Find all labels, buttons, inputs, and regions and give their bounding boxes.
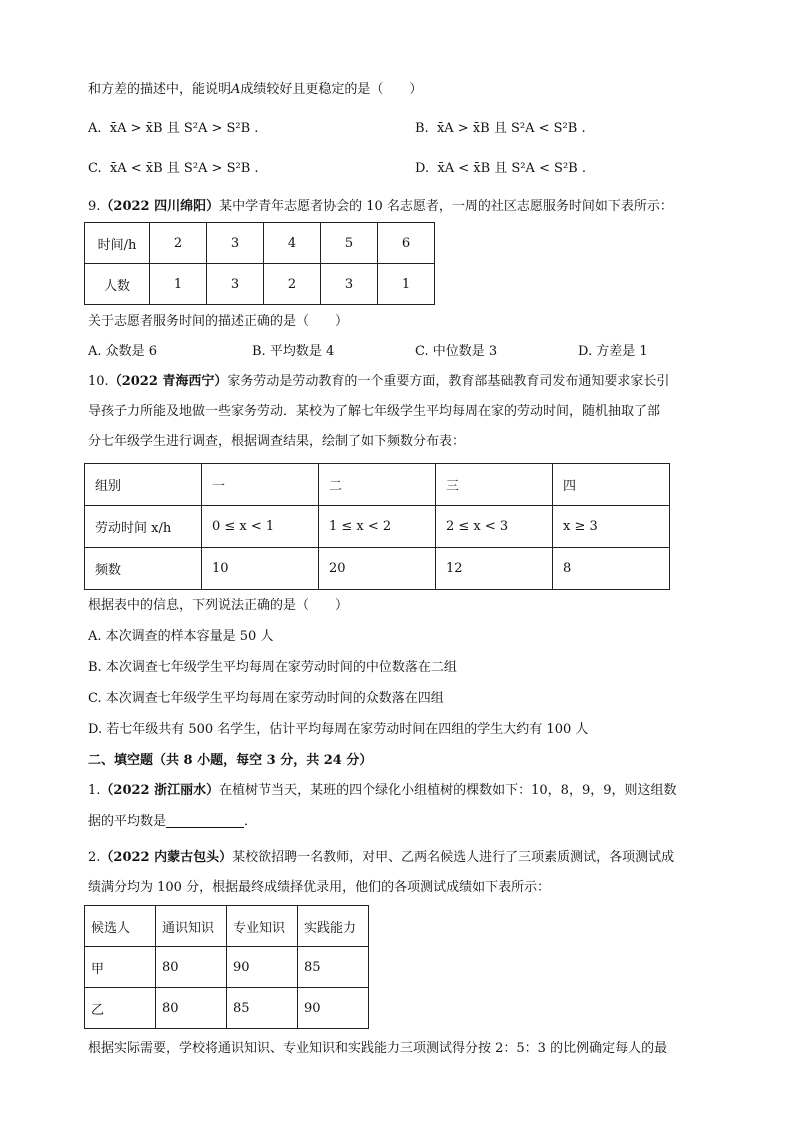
q8-option-a-expr: x̄A > x̄B 且 S²A > S²B . bbox=[109, 121, 259, 136]
q10-option-b[interactable]: B. 本次调查七年级学生平均每周在家劳动时间的中位数落在二组 bbox=[88, 660, 457, 675]
f1-stem-line1: 1.（2022 浙江丽水）在植树节当天，某班的四个绿化小组植树的棵数如下：10，8，9，9，则这组数 bbox=[88, 783, 677, 798]
table-row: 甲 80 90 85 bbox=[85, 947, 369, 988]
q8-option-c[interactable]: C. x̄A < x̄B 且 S²A > S²B . bbox=[88, 161, 259, 176]
q8-option-d-expr: x̄A < x̄B 且 S²A < S²B . bbox=[437, 161, 586, 176]
table-row: 人数 1 3 2 3 1 bbox=[85, 264, 435, 305]
q8-option-c-expr: x̄A < x̄B 且 S²A > S²B . bbox=[109, 161, 259, 176]
f2-source: （2022 内蒙古包头） bbox=[100, 850, 233, 865]
q10-question: 根据表中的信息，下列说法正确的是（ ） bbox=[88, 598, 349, 613]
f2-table bbox=[84, 905, 369, 1029]
q9-option-b[interactable]: B. 平均数是 4 bbox=[252, 344, 335, 359]
f2-stem-line2: 绩满分均为 100 分，根据最终成绩择优录用，他们的各项测试成绩如下表所示： bbox=[88, 880, 551, 895]
f1-stem-line2: 据的平均数是 ． bbox=[88, 814, 258, 829]
q9-source: （2022 四川绵阳） bbox=[100, 199, 220, 214]
q8-option-b[interactable]: B. x̄A > x̄B 且 S²A < S²B . bbox=[415, 121, 586, 136]
q9-option-a[interactable]: A. 众数是 6 bbox=[88, 344, 158, 359]
q8-option-a[interactable]: A. x̄A > x̄B 且 S²A > S²B . bbox=[88, 121, 259, 136]
q10-option-a[interactable]: A. 本次调查的样本容量是 50 人 bbox=[88, 629, 274, 644]
q10-table bbox=[84, 463, 670, 590]
q10-option-c[interactable]: C. 本次调查七年级学生平均每周在家劳动时间的众数落在四组 bbox=[88, 691, 444, 706]
q8-stem: 和方差的描述中，能说明A成绩较好且更稳定的是（ ） bbox=[88, 82, 423, 97]
q10-stem-line1: 10.（2022 青海西宁）家务劳动是劳动教育的一个重要方面，教育部基础教育司发布通知要求家长引 bbox=[88, 374, 670, 389]
q9-option-d[interactable]: D. 方差是 1 bbox=[578, 344, 648, 359]
table-row: 乙 80 85 90 bbox=[85, 988, 369, 1029]
table-row: 组别 一 二 三 四 bbox=[85, 464, 670, 506]
section-title: 二、填空题（共 8 小题，每空 3 分，共 24 分） bbox=[88, 753, 373, 768]
q9-table bbox=[84, 222, 435, 305]
table-row: 频数 10 20 12 8 bbox=[85, 548, 670, 590]
table-row: 时间/h 2 3 4 5 6 bbox=[85, 223, 435, 264]
variable-a: A bbox=[231, 82, 241, 97]
f2-tail: 根据实际需要，学校将通识知识、专业知识和实践能力三项测试得分按 2：5：3 的比例确定每人的最 bbox=[88, 1041, 668, 1056]
q8-option-d[interactable]: D. x̄A < x̄B 且 S²A < S²B . bbox=[415, 161, 586, 176]
table-row: 候选人 通识知识 专业知识 实践能力 bbox=[85, 906, 369, 947]
q10-option-d[interactable]: D. 若七年级共有 500 名学生，估计平均每周在家劳动时间在四组的学生大约有 100 人 bbox=[88, 722, 589, 737]
table-row: 劳动时间 x/h 0 ≤ x < 1 1 ≤ x < 2 2 ≤ x < 3 x ≥ 3 bbox=[85, 506, 670, 548]
f2-stem-line1: 2.（2022 内蒙古包头）某校欲招聘一名教师，对甲、乙两名候选人进行了三项素质测试，各项测试成 bbox=[88, 850, 675, 865]
q10-source: （2022 青海西宁） bbox=[108, 374, 228, 389]
answer-blank[interactable] bbox=[166, 813, 244, 828]
f1-source: （2022 浙江丽水） bbox=[100, 783, 220, 798]
q10-stem-line2: 导孩子力所能及地做一些家务劳动．某校为了解七年级学生平均每周在家的劳动时间，随机抽取了部 bbox=[88, 404, 661, 419]
q10-stem-line3: 分七年级学生进行调查，根据调查结果，绘制了如下频数分布表： bbox=[88, 434, 466, 449]
q9-question: 关于志愿者服务时间的描述正确的是（ ） bbox=[88, 314, 349, 329]
q8-option-b-expr: x̄A > x̄B 且 S²A < S²B . bbox=[436, 121, 586, 136]
q9-stem: 9.（2022 四川绵阳）某中学青年志愿者协会的 10 名志愿者，一周的社区志愿服务时间如下表所示： bbox=[88, 199, 673, 214]
q9-option-c[interactable]: C. 中位数是 3 bbox=[415, 344, 498, 359]
